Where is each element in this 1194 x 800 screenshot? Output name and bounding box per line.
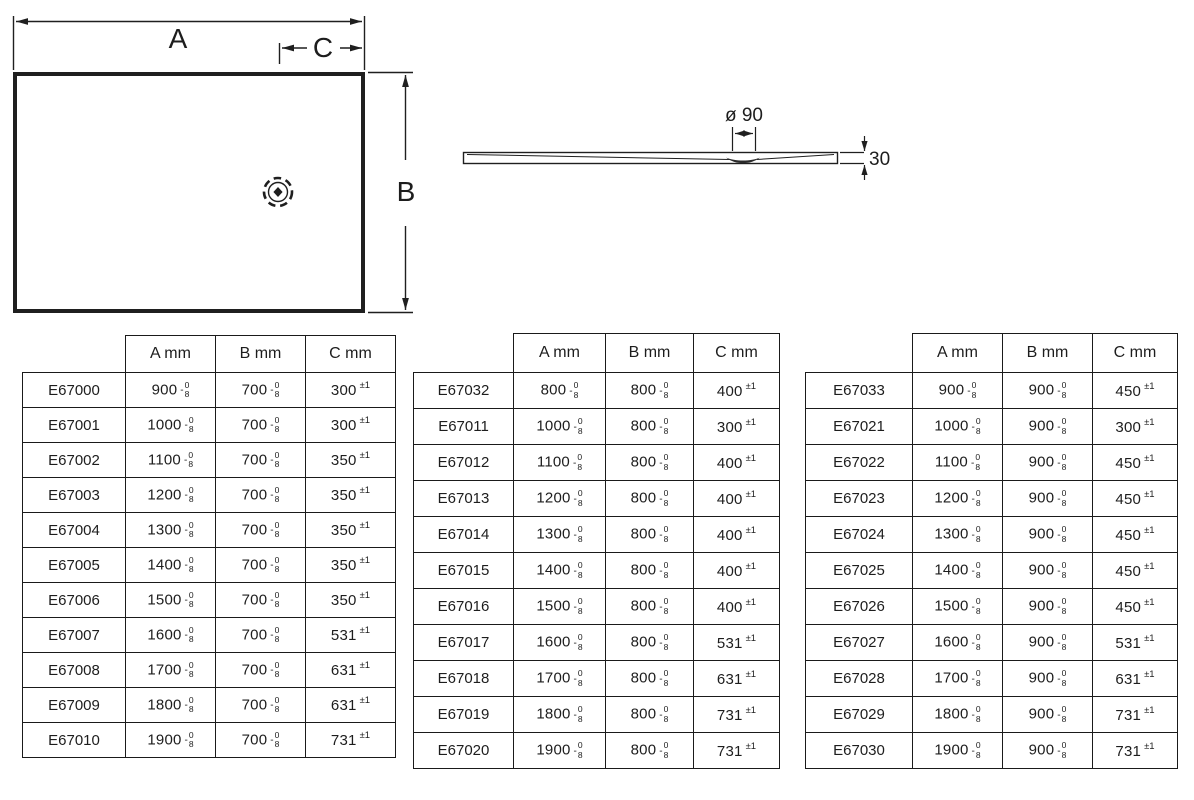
table-row [414, 373, 780, 409]
tolerance-ab: - 0 8 [1057, 560, 1067, 580]
table-row [23, 478, 396, 513]
dimension-c-label: C [312, 32, 334, 63]
tolerance-ab: - 0 8 [659, 560, 669, 580]
value-a: 1600 - 0 8 [514, 625, 606, 661]
tray-outline [15, 74, 363, 311]
value-c: 350 ±1 [306, 478, 396, 513]
value-b: 700 - 0 8 [216, 688, 306, 723]
value-a: 1100 - 0 8 [514, 445, 606, 481]
tolerance-c: ±1 [1144, 668, 1155, 680]
tolerance-ab: - 0 8 [180, 379, 190, 399]
value-b: 800 - 0 8 [606, 409, 694, 445]
tolerance-ab: - 0 8 [659, 740, 669, 760]
value-a: 1600 - 0 8 [913, 625, 1003, 661]
header-row [414, 334, 780, 373]
tolerance-ab: - 0 8 [1057, 380, 1067, 400]
header-b-mm: B mm [1003, 334, 1093, 373]
tolerance-c: ±1 [359, 660, 371, 671]
value-a: 1500 - 0 8 [126, 583, 216, 618]
value-c: 350 ±1 [306, 443, 396, 478]
tolerance-ab: - 0 8 [270, 449, 280, 469]
value-a: 1700 - 0 8 [514, 661, 606, 697]
value-b: 900 - 0 8 [1003, 445, 1093, 481]
tolerance-ab: - 0 8 [971, 524, 981, 544]
tolerance-ab: - 0 8 [659, 380, 669, 400]
tolerance-ab: - 0 8 [184, 659, 194, 679]
tolerance-ab: - 0 8 [970, 452, 981, 472]
value-b: 800 - 0 8 [606, 481, 694, 517]
tolerance-ab: - 0 8 [184, 519, 194, 539]
header-c-mm: C mm [1093, 334, 1178, 373]
tolerance-c: ±1 [1144, 704, 1155, 716]
value-c: 400 ±1 [694, 517, 780, 553]
value-a: 1300 - 0 8 [913, 517, 1003, 553]
tolerance-ab: - 0 8 [270, 694, 280, 714]
tolerance-ab: - 0 8 [1057, 632, 1067, 652]
product-code: E67000 [23, 373, 126, 408]
tolerance-c: ±1 [1144, 596, 1155, 608]
dimension-a [14, 16, 365, 70]
value-a: 1900 - 0 8 [913, 733, 1003, 769]
value-a: 1900 - 0 8 [514, 733, 606, 769]
value-a: 1400 - 0 8 [126, 548, 216, 583]
table-row [414, 553, 780, 589]
table-row [23, 583, 396, 618]
top-view-drawing [0, 0, 430, 330]
product-code: E67025 [806, 553, 913, 589]
tolerance-c: ±1 [359, 730, 371, 741]
tolerance-ab: - 0 8 [184, 589, 194, 609]
value-c: 450 ±1 [1093, 373, 1178, 409]
table-row [806, 697, 1178, 733]
tolerance-ab: - 0 8 [184, 414, 194, 434]
product-code: E67018 [414, 661, 514, 697]
value-a: 1700 - 0 8 [913, 661, 1003, 697]
product-code: E67004 [23, 513, 126, 548]
product-code: E67008 [23, 653, 126, 688]
table-row [806, 445, 1178, 481]
tolerance-ab: - 0 8 [573, 560, 583, 580]
value-c: 300 ±1 [694, 409, 780, 445]
value-a: 1700 - 0 8 [126, 653, 216, 688]
tolerance-ab: - 0 8 [270, 659, 280, 679]
tolerance-ab: - 0 8 [184, 694, 194, 714]
tolerance-c: ±1 [359, 450, 371, 461]
value-b: 800 - 0 8 [606, 733, 694, 769]
tolerance-c: ±1 [745, 416, 757, 428]
value-c: 450 ±1 [1093, 481, 1178, 517]
tolerance-c: ±1 [745, 380, 757, 392]
table-row [806, 553, 1178, 589]
value-b: 700 - 0 8 [216, 408, 306, 443]
value-b: 900 - 0 8 [1003, 373, 1093, 409]
value-a: 900 - 0 8 [913, 373, 1003, 409]
tolerance-c: ±1 [1144, 416, 1155, 428]
value-a: 1400 - 0 8 [514, 553, 606, 589]
tolerance-ab: - 0 8 [971, 560, 981, 580]
value-c: 531 ±1 [306, 618, 396, 653]
tolerance-ab: - 0 8 [659, 704, 669, 724]
value-b: 900 - 0 8 [1003, 589, 1093, 625]
product-code: E67016 [414, 589, 514, 625]
drain-icon [264, 178, 292, 206]
tolerance-c: ±1 [745, 488, 757, 500]
value-a: 1000 - 0 8 [913, 409, 1003, 445]
product-code: E67023 [806, 481, 913, 517]
tolerance-ab: - 0 8 [270, 624, 280, 644]
tolerance-ab: - 0 8 [573, 416, 583, 436]
tolerance-ab: - 0 8 [270, 729, 280, 749]
table-row [414, 589, 780, 625]
dimensions-table-b900 [805, 333, 1178, 769]
product-code: E67013 [414, 481, 514, 517]
value-c: 450 ±1 [1093, 445, 1178, 481]
table-row [414, 445, 780, 481]
value-b: 900 - 0 8 [1003, 481, 1093, 517]
value-b: 700 - 0 8 [216, 723, 306, 758]
table-row [414, 517, 780, 553]
drain-diameter-label: ø 90 [724, 105, 764, 126]
header-b-mm: B mm [216, 336, 306, 373]
value-a: 1900 - 0 8 [126, 723, 216, 758]
value-c: 731 ±1 [1093, 733, 1178, 769]
value-a: 900 - 0 8 [126, 373, 216, 408]
product-code: E67033 [806, 373, 913, 409]
tolerance-c: ±1 [359, 380, 371, 391]
tolerance-c: ±1 [745, 560, 757, 572]
value-b: 900 - 0 8 [1003, 517, 1093, 553]
value-b: 800 - 0 8 [606, 697, 694, 733]
tray-profile [464, 153, 838, 164]
dimension-b-label: B [396, 176, 416, 207]
value-c: 350 ±1 [306, 513, 396, 548]
header-a-mm: A mm [126, 336, 216, 373]
product-code: E67006 [23, 583, 126, 618]
value-b: 800 - 0 8 [606, 589, 694, 625]
tolerance-ab: - 0 8 [270, 519, 280, 539]
tolerance-ab: - 0 8 [573, 524, 583, 544]
tolerance-ab: - 0 8 [184, 484, 194, 504]
tolerance-c: ±1 [1144, 560, 1155, 572]
product-code: E67012 [414, 445, 514, 481]
tolerance-ab: - 0 8 [1057, 416, 1067, 436]
value-b: 800 - 0 8 [606, 553, 694, 589]
tolerance-ab: - 0 8 [1057, 524, 1067, 544]
tolerance-c: ±1 [1144, 524, 1155, 536]
value-b: 700 - 0 8 [216, 373, 306, 408]
product-code: E67026 [806, 589, 913, 625]
value-c: 631 ±1 [1093, 661, 1178, 697]
value-a: 1000 - 0 8 [514, 409, 606, 445]
table-row [414, 409, 780, 445]
tolerance-ab: - 0 8 [659, 668, 669, 688]
table-row [414, 625, 780, 661]
value-a: 1800 - 0 8 [126, 688, 216, 723]
table-row [414, 733, 780, 769]
value-c: 400 ±1 [694, 445, 780, 481]
product-code: E67015 [414, 553, 514, 589]
value-c: 400 ±1 [694, 589, 780, 625]
side-profile-drawing [440, 90, 900, 210]
tolerance-ab: - 0 8 [1057, 488, 1067, 508]
product-code: E67009 [23, 688, 126, 723]
product-code: E67029 [806, 697, 913, 733]
value-b: 800 - 0 8 [606, 373, 694, 409]
header-c-mm: C mm [694, 334, 780, 373]
header-blank-cell [414, 334, 514, 373]
header-a-mm: A mm [913, 334, 1003, 373]
tolerance-c: ±1 [359, 415, 371, 426]
value-c: 450 ±1 [1093, 517, 1178, 553]
product-code: E67030 [806, 733, 913, 769]
dimension-drain-diameter [733, 127, 756, 151]
value-c: 350 ±1 [306, 583, 396, 618]
product-code: E67020 [414, 733, 514, 769]
tolerance-c: ±1 [359, 590, 371, 601]
tolerance-ab: - 0 8 [573, 704, 583, 724]
product-code: E67011 [414, 409, 514, 445]
value-b: 900 - 0 8 [1003, 733, 1093, 769]
table-row [23, 653, 396, 688]
product-code: E67027 [806, 625, 913, 661]
table-row [23, 548, 396, 583]
table-row [23, 443, 396, 478]
value-c: 731 ±1 [306, 723, 396, 758]
tolerance-c: ±1 [745, 740, 757, 752]
tolerance-c: ±1 [745, 596, 757, 608]
product-code: E67003 [23, 478, 126, 513]
tolerance-ab: - 0 8 [573, 596, 583, 616]
tolerance-c: ±1 [745, 452, 757, 464]
table-row [806, 373, 1178, 409]
tolerance-c: ±1 [359, 485, 371, 496]
thickness-label: 30 [869, 149, 891, 170]
product-code: E67001 [23, 408, 126, 443]
table-row [414, 661, 780, 697]
tolerance-ab: - 0 8 [270, 589, 280, 609]
value-a: 1200 - 0 8 [126, 478, 216, 513]
tolerance-ab: - 0 8 [184, 554, 194, 574]
table-row [806, 517, 1178, 553]
product-code: E67007 [23, 618, 126, 653]
tolerance-c: ±1 [1144, 380, 1155, 392]
header-b-mm: B mm [606, 334, 694, 373]
value-a: 800 - 0 8 [514, 373, 606, 409]
table-row [23, 513, 396, 548]
value-c: 400 ±1 [694, 553, 780, 589]
value-a: 1100 - 0 8 [126, 443, 216, 478]
tolerance-c: ±1 [745, 704, 757, 716]
value-c: 450 ±1 [1093, 589, 1178, 625]
value-a: 1600 - 0 8 [126, 618, 216, 653]
header-c-mm: C mm [306, 336, 396, 373]
tolerance-ab: - 0 8 [971, 596, 981, 616]
product-code: E67028 [806, 661, 913, 697]
value-c: 631 ±1 [694, 661, 780, 697]
table-row [414, 481, 780, 517]
product-code: E67017 [414, 625, 514, 661]
value-a: 1000 - 0 8 [126, 408, 216, 443]
tolerance-ab: - 0 8 [659, 596, 669, 616]
tolerance-c: ±1 [359, 555, 371, 566]
header-blank-cell [806, 334, 913, 373]
tolerance-ab: - 0 8 [572, 452, 583, 472]
dimension-a-label: A [168, 23, 188, 54]
tolerance-ab: - 0 8 [1057, 704, 1067, 724]
table-row [806, 661, 1178, 697]
value-c: 531 ±1 [694, 625, 780, 661]
product-code: E67024 [806, 517, 913, 553]
value-b: 900 - 0 8 [1003, 409, 1093, 445]
product-code: E67005 [23, 548, 126, 583]
value-c: 731 ±1 [1093, 697, 1178, 733]
value-c: 400 ±1 [694, 373, 780, 409]
table-row [23, 618, 396, 653]
tolerance-ab: - 0 8 [270, 414, 280, 434]
table-row [23, 408, 396, 443]
value-b: 800 - 0 8 [606, 517, 694, 553]
table-row [806, 733, 1178, 769]
value-b: 700 - 0 8 [216, 513, 306, 548]
product-code: E67010 [23, 723, 126, 758]
value-b: 700 - 0 8 [216, 583, 306, 618]
tolerance-ab: - 0 8 [1057, 668, 1067, 688]
tolerance-ab: - 0 8 [967, 380, 977, 400]
tolerance-ab: - 0 8 [971, 632, 981, 652]
product-code: E67002 [23, 443, 126, 478]
dimension-thickness [840, 136, 865, 180]
tolerance-ab: - 0 8 [184, 729, 194, 749]
tolerance-c: ±1 [359, 695, 371, 706]
value-c: 531 ±1 [1093, 625, 1178, 661]
value-b: 900 - 0 8 [1003, 625, 1093, 661]
value-c: 300 ±1 [306, 373, 396, 408]
value-b: 900 - 0 8 [1003, 661, 1093, 697]
table-row [414, 697, 780, 733]
value-a: 1800 - 0 8 [514, 697, 606, 733]
value-c: 631 ±1 [306, 688, 396, 723]
value-c: 350 ±1 [306, 548, 396, 583]
tolerance-ab: - 0 8 [183, 449, 194, 469]
value-a: 1500 - 0 8 [913, 589, 1003, 625]
tolerance-c: ±1 [1144, 452, 1155, 464]
value-a: 1300 - 0 8 [126, 513, 216, 548]
table-row [23, 723, 396, 758]
product-code: E67014 [414, 517, 514, 553]
value-a: 1500 - 0 8 [514, 589, 606, 625]
product-code: E67032 [414, 373, 514, 409]
value-b: 900 - 0 8 [1003, 697, 1093, 733]
tolerance-c: ±1 [745, 668, 757, 680]
value-a: 1400 - 0 8 [913, 553, 1003, 589]
value-b: 700 - 0 8 [216, 548, 306, 583]
table-row [806, 625, 1178, 661]
tolerance-c: ±1 [745, 632, 757, 644]
tolerance-c: ±1 [359, 520, 371, 531]
tolerance-ab: - 0 8 [971, 668, 981, 688]
product-code: E67022 [806, 445, 913, 481]
tolerance-ab: - 0 8 [659, 488, 669, 508]
value-c: 450 ±1 [1093, 553, 1178, 589]
tolerance-c: ±1 [1144, 740, 1155, 752]
table-row [23, 688, 396, 723]
tolerance-ab: - 0 8 [1057, 740, 1067, 760]
value-b: 800 - 0 8 [606, 625, 694, 661]
tolerance-ab: - 0 8 [971, 416, 981, 436]
product-code: E67019 [414, 697, 514, 733]
value-b: 900 - 0 8 [1003, 553, 1093, 589]
value-c: 400 ±1 [694, 481, 780, 517]
value-b: 700 - 0 8 [216, 618, 306, 653]
tolerance-c: ±1 [359, 625, 371, 636]
tolerance-ab: - 0 8 [659, 416, 669, 436]
header-blank-cell [23, 336, 126, 373]
value-a: 1800 - 0 8 [913, 697, 1003, 733]
tolerance-ab: - 0 8 [659, 452, 669, 472]
table-row [23, 373, 396, 408]
value-b: 800 - 0 8 [606, 445, 694, 481]
value-b: 700 - 0 8 [216, 443, 306, 478]
dimensions-table-b700 [22, 335, 396, 758]
tolerance-ab: - 0 8 [184, 624, 194, 644]
tolerance-ab: - 0 8 [569, 380, 579, 400]
tolerance-ab: - 0 8 [971, 740, 981, 760]
dimensions-table-b800 [413, 333, 780, 769]
tolerance-ab: - 0 8 [659, 524, 669, 544]
value-b: 700 - 0 8 [216, 478, 306, 513]
tolerance-ab: - 0 8 [573, 668, 583, 688]
header-row [23, 336, 396, 373]
header-row [806, 334, 1178, 373]
value-a: 1200 - 0 8 [913, 481, 1003, 517]
value-a: 1300 - 0 8 [514, 517, 606, 553]
table-row [806, 409, 1178, 445]
value-c: 300 ±1 [1093, 409, 1178, 445]
value-b: 700 - 0 8 [216, 653, 306, 688]
tolerance-ab: - 0 8 [971, 704, 981, 724]
value-c: 731 ±1 [694, 697, 780, 733]
value-a: 1200 - 0 8 [514, 481, 606, 517]
tolerance-ab: - 0 8 [1057, 452, 1067, 472]
table-row [806, 481, 1178, 517]
tolerance-ab: - 0 8 [270, 484, 280, 504]
tolerance-ab: - 0 8 [971, 488, 981, 508]
value-c: 300 ±1 [306, 408, 396, 443]
header-a-mm: A mm [514, 334, 606, 373]
table-row [806, 589, 1178, 625]
value-a: 1100 - 0 8 [913, 445, 1003, 481]
value-b: 800 - 0 8 [606, 661, 694, 697]
tolerance-ab: - 0 8 [573, 488, 583, 508]
value-c: 631 ±1 [306, 653, 396, 688]
tolerance-ab: - 0 8 [270, 379, 280, 399]
drain-recess [726, 158, 760, 164]
tolerance-ab: - 0 8 [573, 632, 583, 652]
value-c: 731 ±1 [694, 733, 780, 769]
tolerance-ab: - 0 8 [659, 632, 669, 652]
tolerance-ab: - 0 8 [1057, 596, 1067, 616]
tolerance-ab: - 0 8 [573, 740, 583, 760]
tolerance-c: ±1 [1144, 632, 1155, 644]
tolerance-ab: - 0 8 [270, 554, 280, 574]
product-code: E67021 [806, 409, 913, 445]
tolerance-c: ±1 [745, 524, 757, 536]
tolerance-c: ±1 [1144, 488, 1155, 500]
